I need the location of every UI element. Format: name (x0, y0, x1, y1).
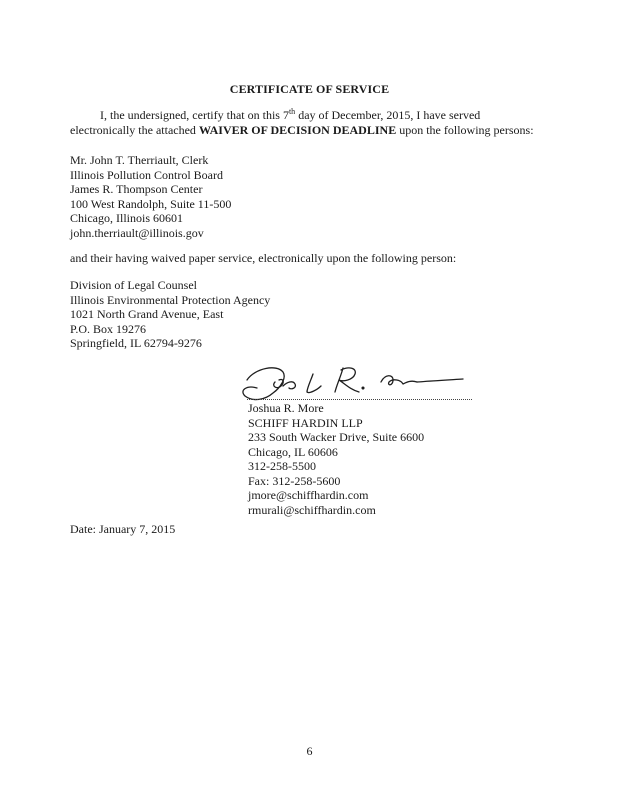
recipient-address-2 (70, 278, 270, 351)
address-line: 100 West Randolph, Suite 11-500 (70, 196, 232, 211)
intro-line-2-post: upon the following persons: (396, 122, 534, 137)
waived-service-text: and their having waived paper service, electronically upon the following person: (70, 251, 457, 265)
firm-name: SCHIFF HARDIN LLP (248, 415, 363, 430)
document-date: Date: January 7, 2015 (70, 522, 176, 536)
address-line: James R. Thompson Center (70, 182, 203, 196)
document-title: CERTIFICATE OF SERVICE (229, 82, 390, 96)
address-line: P.O. Box 19276 (70, 321, 147, 336)
intro-line-2 (70, 123, 550, 138)
address-line: Springfield, IL 62794-9276 (70, 336, 202, 350)
address-line: Division of Legal Counsel (70, 278, 197, 292)
intro-line-1 (70, 108, 550, 123)
fax-number: Fax: 312-258-5600 (248, 473, 341, 488)
document-reference: WAIVER OF DECISION DEADLINE (198, 122, 397, 137)
intro-line-1-pre: I, the undersigned, certify that on this 7 (100, 108, 289, 122)
intro-paragraph (70, 108, 550, 137)
signature-block (248, 401, 424, 517)
intro-line-1-post: day of December, 2015, I have served (295, 108, 481, 122)
page-number: 6 (306, 744, 313, 758)
signer-name: Joshua R. More (248, 401, 324, 415)
phone-number: 312-258-5500 (248, 459, 316, 473)
firm-address-line: 233 South Wacker Drive, Suite 6600 (248, 430, 425, 444)
address-line: Illinois Environmental Protection Agency (70, 292, 271, 307)
signature-line (247, 399, 472, 400)
address-line: 1021 North Grand Avenue, East (70, 307, 224, 321)
recipient-address-1 (70, 153, 231, 240)
address-line: Mr. John T. Therriault, Clerk (70, 153, 209, 167)
address-line: Illinois Pollution Control Board (70, 167, 224, 182)
address-line: Chicago, Illinois 60601 (70, 211, 183, 225)
email-address: john.therriault@illinois.gov (70, 225, 204, 240)
firm-address-line: Chicago, IL 60606 (248, 444, 338, 459)
email-address: rmurali@schiffhardin.com (248, 502, 376, 517)
intro-line-1-sup: th (288, 107, 296, 116)
email-address: jmore@schiffhardin.com (248, 488, 369, 502)
intro-line-2-pre: electronically the attached (70, 122, 199, 137)
